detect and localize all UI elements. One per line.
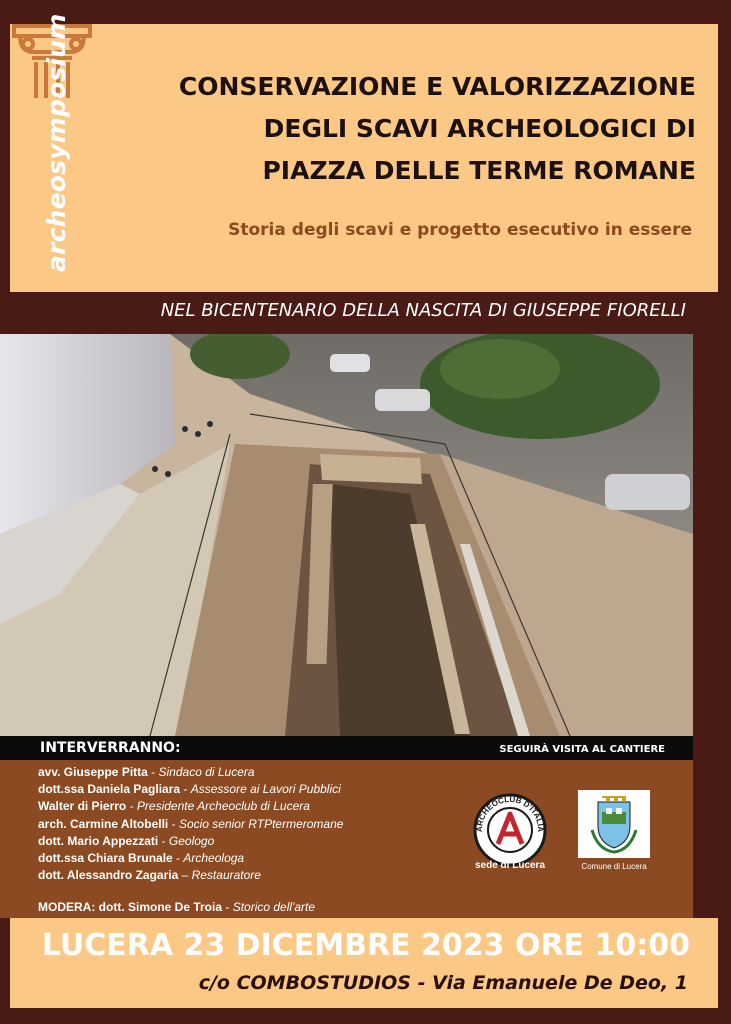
excavation-aerial-photo: [0, 334, 693, 736]
speaker-row: Walter di Pierro - Presidente Archeoclub di Lucera: [38, 799, 310, 814]
speaker-row: dott. Alessandro Zagaria – Restauratore: [38, 868, 261, 883]
comune-logo-caption: Comune di Lucera: [581, 862, 647, 871]
occasion-line: NEL BICENTENARIO DELLA NASCITA DI GIUSEPPE FIORELLI: [160, 300, 686, 321]
speakers-heading: INTERVERRANNO:: [40, 740, 181, 756]
subtitle: Storia degli scavi e progetto esecutivo in essere: [228, 220, 692, 240]
brand-name: archeosymposium: [42, 13, 71, 272]
excavation-photo-illustration: [0, 334, 693, 736]
city-crest-icon: [578, 790, 650, 858]
club-logo-caption: sede di Lucera: [474, 860, 546, 871]
comune-logo: [578, 790, 650, 858]
speaker-row: arch. Carmine Altobelli - Socio senior RTPtermeromane: [38, 816, 344, 831]
speaker-row: dott.ssa Daniela Pagliara - Assessore ai Lavori Pubblici: [38, 782, 341, 797]
moderator-label: MODERA:: [38, 900, 96, 914]
moderator-name: dott. Simone De Troia: [98, 900, 223, 914]
title-line-1: CONSERVAZIONE E VALORIZZAZIONE: [178, 72, 696, 101]
moderator-role: Storico dell'arte: [232, 900, 316, 914]
speaker-row: dott. Mario Appezzati - Geologo: [38, 833, 215, 848]
svg-text:ARCHEOCLUB D'ITALIA: ARCHEOCLUB D'ITALIA: [474, 794, 546, 833]
page-title: [100, 66, 696, 192]
speaker-row: avv. Giuseppe Pitta - Sindaco di Lucera: [38, 765, 255, 779]
speakers-list: [38, 764, 458, 884]
site-visit-note: SEGUIRÀ VISITA AL CANTIERE: [499, 744, 665, 755]
title-line-2: DEGLI SCAVI ARCHEOLOGICI DI: [263, 114, 696, 143]
title-line-3: PIAZZA DELLE TERME ROMANE: [262, 156, 696, 185]
event-date: LUCERA 23 DICEMBRE 2023 ORE 10:00: [41, 928, 690, 963]
speaker-row: dott.ssa Chiara Brunale - Archeologa: [38, 851, 245, 866]
event-venue: c/o COMBOSTUDIOS - Via Emanuele De Deo, 1: [198, 972, 688, 994]
moderator-line: MODERA: dott. Simone De Troia - Storico dell'arte: [38, 900, 316, 914]
